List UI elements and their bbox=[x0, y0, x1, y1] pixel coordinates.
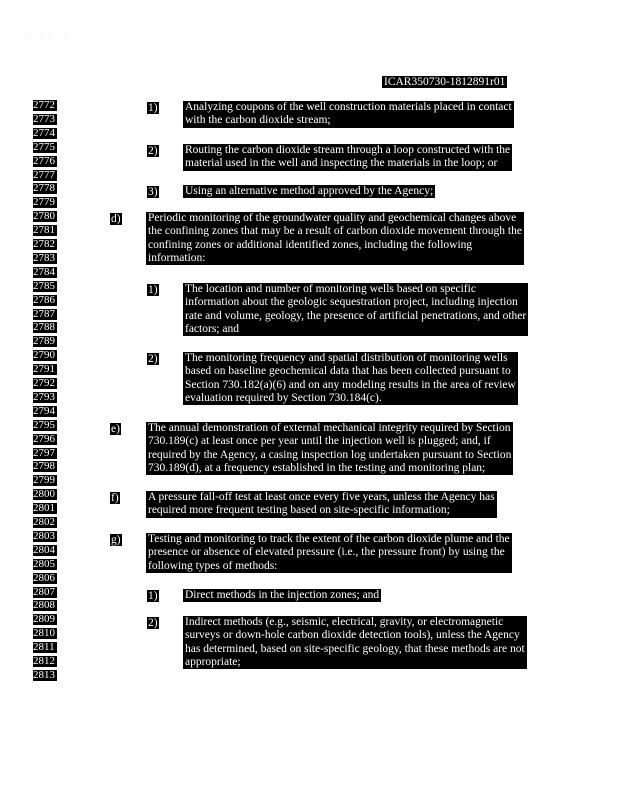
text-line: information about the geologic sequestration project, including injection bbox=[185, 296, 518, 309]
line-number: 2777 bbox=[33, 168, 55, 181]
text-line: required more frequent testing based on site-specific information; bbox=[148, 504, 450, 517]
line-number: 2800 bbox=[33, 488, 55, 501]
item-1-text bbox=[183, 101, 514, 128]
line-number: 2778 bbox=[33, 182, 55, 195]
line-number: 2804 bbox=[33, 543, 55, 556]
line-number: 2809 bbox=[33, 613, 55, 626]
line-number: 2784 bbox=[33, 265, 55, 278]
line-number: 2798 bbox=[33, 460, 55, 473]
line-number: 2801 bbox=[33, 502, 55, 515]
item-d2-label: 2) bbox=[148, 353, 158, 365]
line-number: 2773 bbox=[33, 112, 55, 125]
document-header-code: ICAR350730-1812891r01 bbox=[384, 76, 506, 88]
text-line: material used in the well and inspecting the materials in the loop; or bbox=[185, 157, 498, 170]
item-2-label: 2) bbox=[148, 145, 158, 157]
text-line: Analyzing coupons of the well construction materials placed in contact bbox=[185, 101, 512, 113]
line-number: 2785 bbox=[33, 279, 55, 292]
text-line: information: bbox=[148, 251, 206, 264]
line-number: 2813 bbox=[33, 668, 55, 681]
item-e-label: e) bbox=[111, 423, 120, 435]
line-number: 2790 bbox=[33, 349, 55, 362]
line-number: 2781 bbox=[33, 224, 55, 237]
text-line: The location and number of monitoring wells based on specific bbox=[185, 283, 476, 295]
text-line: Indirect methods (e.g., seismic, electrical, gravity, or electromagnetic bbox=[185, 616, 504, 628]
text-line: 730.189(d), at a frequency established in the testing and monitoring plan; bbox=[148, 461, 486, 474]
text-line: Routing the carbon dioxide stream through a loop constructed with the bbox=[185, 144, 511, 156]
line-number: 2802 bbox=[33, 516, 55, 528]
text-line: the confining zones that may be a result of carbon dioxide movement through the bbox=[148, 225, 522, 238]
item-3-text bbox=[183, 185, 435, 198]
line-number: 2812 bbox=[33, 655, 55, 667]
text-line: Testing and monitoring to track the extent of the carbon dioxide plume and the bbox=[148, 533, 510, 545]
line-number: 2805 bbox=[33, 557, 55, 570]
line-number: 2795 bbox=[33, 418, 55, 431]
item-g-label: g) bbox=[111, 534, 121, 546]
line-number: 2791 bbox=[33, 363, 55, 376]
line-number: 2803 bbox=[33, 529, 55, 542]
line-number: 2793 bbox=[33, 390, 55, 403]
text-line: 730.189(c) at least once per year until the injection well is plugged; and, if bbox=[148, 435, 491, 448]
line-number: 2780 bbox=[33, 210, 55, 223]
item-d1-label: 1) bbox=[148, 284, 158, 296]
text-line: has determined, based on site-specific geology, that these methods are not bbox=[185, 642, 525, 655]
item-f-text bbox=[146, 491, 497, 518]
item-2-text bbox=[183, 144, 512, 171]
text-line: evaluation required by Section 730.184(c). bbox=[185, 391, 382, 404]
text-line: with the carbon dioxide stream; bbox=[185, 114, 331, 127]
text-line: following types of methods: bbox=[148, 559, 278, 572]
line-number: 2797 bbox=[33, 446, 55, 459]
line-number: 2806 bbox=[33, 571, 55, 584]
line-number: 2772 bbox=[33, 99, 55, 111]
item-e-text bbox=[146, 422, 513, 475]
text-line: Section 730.182(a)(6) and on any modeling results in the area of review bbox=[185, 378, 516, 391]
text-line: confining zones or additional identified zones, including the following bbox=[148, 238, 473, 251]
line-number: 2782 bbox=[33, 238, 55, 250]
text-line: The annual demonstration of external mechanical integrity required by Section bbox=[148, 422, 511, 434]
line-number: 2783 bbox=[33, 251, 55, 264]
item-d1-text bbox=[183, 283, 528, 336]
item-f-label: f) bbox=[111, 492, 119, 504]
line-number: 2779 bbox=[33, 196, 55, 209]
line-number: 2787 bbox=[33, 307, 55, 320]
line-number: 2788 bbox=[33, 321, 55, 334]
text-line: Using an alternative method approved by the Agency; bbox=[185, 185, 434, 197]
line-number: 2786 bbox=[33, 293, 55, 306]
item-3-label: 3) bbox=[148, 186, 158, 198]
item-g1-label: 1) bbox=[148, 590, 158, 602]
line-number: 2810 bbox=[33, 627, 55, 640]
line-number: 2796 bbox=[33, 432, 55, 445]
item-g-text bbox=[146, 533, 512, 573]
text-line: factors; and bbox=[185, 322, 239, 335]
line-number: 2807 bbox=[33, 585, 55, 598]
text-line: based on baseline geochemical data that has been collected pursuant to bbox=[185, 365, 511, 378]
text-line: appropriate; bbox=[185, 655, 241, 668]
line-number: 2776 bbox=[33, 154, 55, 167]
line-number: 2774 bbox=[33, 126, 55, 139]
item-1-label: 1) bbox=[148, 102, 158, 114]
line-number: 2799 bbox=[33, 474, 55, 487]
line-number: 2789 bbox=[33, 335, 55, 348]
line-number: 2792 bbox=[33, 377, 55, 389]
item-d-label: d) bbox=[111, 213, 121, 225]
text-line: rate and volume, geology, the presence of artificial penetrations, and other bbox=[185, 309, 527, 322]
text-line: Direct methods in the injection zones; and bbox=[185, 589, 380, 601]
text-line: A pressure fall-off test at least once every five years, unless the Agency has bbox=[148, 491, 495, 503]
line-number: 2794 bbox=[33, 404, 55, 417]
item-d-text bbox=[146, 212, 524, 265]
line-number: 2775 bbox=[33, 140, 55, 153]
line-number: 2808 bbox=[33, 599, 55, 612]
text-line: required by the Agency, a casing inspection log undertaken pursuant to Section bbox=[148, 448, 512, 461]
item-g2-text bbox=[183, 616, 527, 669]
text-line: The monitoring frequency and spatial distribution of monitoring wells bbox=[185, 352, 508, 364]
item-g1-text bbox=[183, 589, 381, 602]
scan-speckle: · ·· · bbox=[24, 36, 72, 42]
line-number: 2811 bbox=[33, 642, 57, 653]
text-line: presence or absence of elevated pressure (i.e., the pressure front) by using the bbox=[148, 546, 505, 559]
item-g2-label: 2) bbox=[148, 617, 158, 629]
text-line: surveys or down-hole carbon dioxide detection tools), unless the Agency bbox=[185, 629, 520, 642]
item-d2-text bbox=[183, 352, 518, 405]
text-line: Periodic monitoring of the groundwater quality and geochemical changes above bbox=[148, 212, 517, 224]
